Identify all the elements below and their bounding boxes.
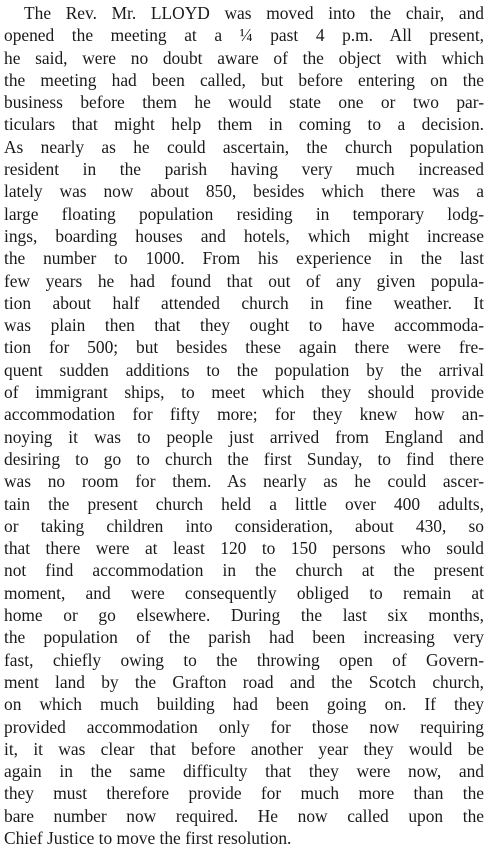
text-line: As nearly as he could ascertain, the church population <box>4 136 484 157</box>
text-line: the number to 1000. From his experience in the last <box>4 248 484 269</box>
article-column <box>4 2 484 849</box>
text-line: lately was now about 850, besides which there was a <box>4 181 484 202</box>
text-line: was plain then that they ought to have accommoda- <box>4 315 484 336</box>
text-line: again in the same difficulty that they were now, and <box>4 761 484 782</box>
text-line: noying it was to people just arrived from England and <box>4 426 484 447</box>
text-line: few years he had found that out of any given popula- <box>4 270 484 291</box>
text-line: they must therefore provide for much more than the <box>4 783 484 804</box>
text-line: Chief Justice to move the first resolution. <box>4 827 292 848</box>
text-line: business before them he would state one or two par- <box>4 92 484 113</box>
text-line: or taking children into consideration, about 430, so <box>4 515 484 536</box>
text-line: home or go elsewhere. During the last six months, <box>4 605 484 626</box>
text-line: ment land by the Grafton road and the Scotch church, <box>4 671 484 692</box>
text-line: provided accommodation only for those now requiring <box>4 716 484 737</box>
text-line: that there were at least 120 to 150 persons who sould <box>4 538 484 559</box>
text-line: the population of the parish had been increasing very <box>4 627 484 648</box>
text-line: resident in the parish having very much increased <box>4 159 484 180</box>
text-line: he said, were no doubt aware of the object with which <box>4 47 484 68</box>
text-line: ings, boarding houses and hotels, which might increase <box>4 225 484 246</box>
text-line: tion for 500; but besides these again there were fre- <box>4 337 484 358</box>
text-line: opened the meeting at a ¼ past 4 p.m. All present, <box>4 25 484 46</box>
text-line: ticulars that might help them in coming to a decision. <box>4 114 484 135</box>
text-line: accommodation for fifty more; for they knew how an- <box>4 404 484 425</box>
text-line: not find accommodation in the church at the present <box>4 560 484 581</box>
text-line: on which much building had been going on. If they <box>4 694 484 715</box>
text-line: quent sudden additions to the population by the arrival <box>4 359 484 380</box>
text-line: tion about half attended church in fine weather. It <box>4 292 484 313</box>
text-line: of immigrant ships, to meet which they should provide <box>4 382 484 403</box>
text-line: moment, and were consequently obliged to remain at <box>4 582 484 603</box>
text-line: bare number now required. He now called upon the <box>4 805 484 826</box>
text-line: tain the present church held a little over 400 adults, <box>4 493 484 514</box>
text-line: large floating population residing in temporary lodg- <box>4 203 484 224</box>
text-line: fast, chiefly owing to the throwing open of Govern- <box>4 649 484 670</box>
text-line: it, it was clear that before another year they would be <box>4 738 484 759</box>
text-line: was no room for them. As nearly as he could ascer- <box>4 471 484 492</box>
text-line: desiring to go to church the first Sunday, to find there <box>4 448 484 469</box>
text-line: The Rev. Mr. LLOYD was moved into the chair, and <box>24 3 484 23</box>
text-line: the meeting had been called, but before entering on the <box>4 69 484 90</box>
